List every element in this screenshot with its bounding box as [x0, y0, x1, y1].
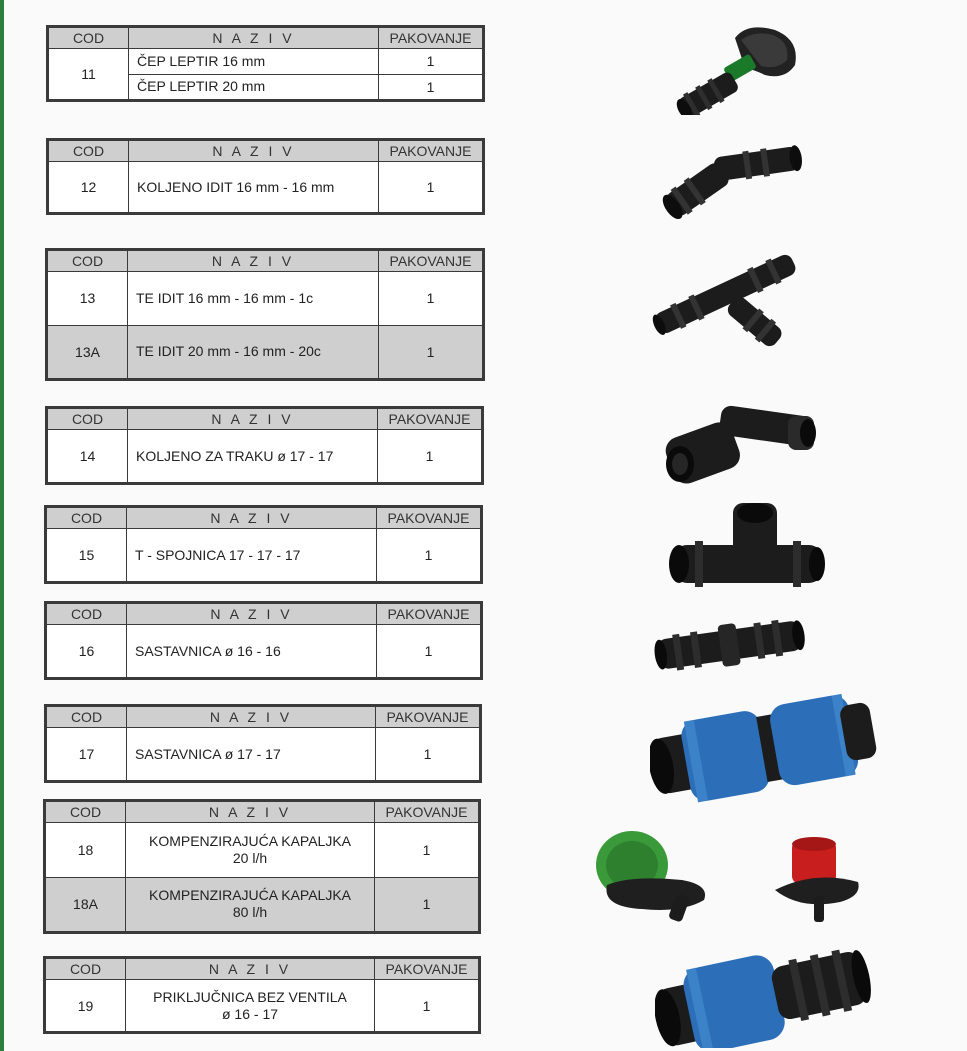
- product-table-16: [44, 601, 483, 680]
- product-pack: 1: [376, 728, 480, 781]
- product-code: 11: [49, 49, 129, 100]
- code-header: COD: [49, 141, 129, 162]
- product-code: 14: [48, 430, 128, 483]
- product-name: TE IDIT 20 mm - 16 mm - 20c: [128, 325, 379, 379]
- product-pack: 1: [378, 430, 482, 483]
- product-code: 15: [47, 529, 127, 582]
- product-pack: 1: [375, 877, 479, 932]
- product-code: 18A: [46, 877, 126, 932]
- product-table-14: [45, 406, 484, 485]
- product-name: ČEP LEPTIR 16 mm: [129, 49, 379, 75]
- product-name-line2: 20 l/h: [232, 849, 268, 866]
- product-name-line2: ø 16 - 17: [221, 1005, 279, 1022]
- product-table-17: [44, 704, 482, 783]
- product-pack: 1: [379, 49, 483, 75]
- product-name: SASTAVNICA ø 17 - 17: [127, 728, 376, 781]
- pack-header: PAKOVANJE: [379, 28, 483, 49]
- product-table-13: [45, 248, 485, 381]
- product-pack: 1: [379, 272, 483, 326]
- product-name-line2: 80 l/h: [232, 904, 268, 921]
- pack-header: PAKOVANJE: [376, 707, 480, 728]
- product-pack: 1: [375, 823, 479, 878]
- pack-header: PAKOVANJE: [379, 251, 483, 272]
- product-code: 17: [47, 728, 127, 781]
- product-name: [126, 980, 375, 1032]
- pack-header: PAKOVANJE: [377, 508, 481, 529]
- name-header: N A Z I V: [128, 409, 378, 430]
- product-pack: 1: [377, 625, 481, 678]
- joiner-17-image: [650, 690, 880, 805]
- name-header: N A Z I V: [126, 959, 375, 980]
- product-name: KOLJENO ZA TRAKU ø 17 - 17: [128, 430, 378, 483]
- elbow-connector-image: [655, 130, 805, 220]
- product-name-line1: KOMPENZIRAJUĆA KAPALJKA: [148, 887, 351, 904]
- name-header: N A Z I V: [127, 707, 376, 728]
- product-code: 18: [46, 823, 126, 878]
- product-name: [126, 877, 375, 932]
- pack-header: PAKOVANJE: [377, 604, 481, 625]
- code-header: COD: [48, 251, 128, 272]
- tape-elbow-image: [660, 398, 820, 490]
- product-name-line1: KOMPENZIRAJUĆA KAPALJKA: [148, 832, 351, 849]
- name-header: N A Z I V: [129, 28, 379, 49]
- adapter-without-valve-image: [655, 940, 875, 1048]
- product-code: 12: [49, 162, 129, 213]
- product-name-line1: PRIKLJUČNICA BEZ VENTILA: [153, 988, 347, 1005]
- code-header: COD: [46, 959, 126, 980]
- product-table-15: [44, 505, 483, 584]
- product-table-12: [46, 138, 485, 215]
- name-header: N A Z I V: [127, 508, 377, 529]
- product-pack: 1: [375, 980, 479, 1032]
- product-name: [126, 823, 375, 878]
- code-header: COD: [47, 508, 127, 529]
- name-header: N A Z I V: [127, 604, 377, 625]
- product-pack: 1: [379, 162, 483, 213]
- product-code: 19: [46, 980, 126, 1032]
- code-header: COD: [48, 409, 128, 430]
- product-code: 13: [48, 272, 128, 326]
- pack-header: PAKOVANJE: [378, 409, 482, 430]
- product-table-19: [43, 956, 481, 1034]
- product-name: SASTAVNICA ø 16 - 16: [127, 625, 377, 678]
- pack-header: PAKOVANJE: [375, 959, 479, 980]
- red-dripper-image: [770, 830, 865, 925]
- name-header: N A Z I V: [128, 251, 379, 272]
- pack-header: PAKOVANJE: [379, 141, 483, 162]
- code-header: COD: [46, 802, 126, 823]
- pack-header: PAKOVANJE: [375, 802, 479, 823]
- product-name: ČEP LEPTIR 20 mm: [129, 74, 379, 100]
- product-code: 13A: [48, 325, 128, 379]
- code-header: COD: [49, 28, 129, 49]
- product-pack: 1: [377, 529, 481, 582]
- code-header: COD: [47, 604, 127, 625]
- product-name: TE IDIT 16 mm - 16 mm - 1c: [128, 272, 379, 326]
- t-coupling-image: [665, 495, 830, 605]
- code-header: COD: [47, 707, 127, 728]
- page-edge-stripe: [0, 0, 4, 1051]
- name-header: N A Z I V: [129, 141, 379, 162]
- product-name: T - SPOJNICA 17 - 17 - 17: [127, 529, 377, 582]
- tee-connector-image: [645, 238, 805, 353]
- product-table-11: [46, 25, 485, 102]
- joiner-16-image: [652, 612, 807, 674]
- product-table-18: [43, 799, 481, 934]
- green-dripper-image: [592, 825, 717, 925]
- butterfly-plug-image: [665, 20, 805, 115]
- product-pack: 1: [379, 325, 483, 379]
- product-code: 16: [47, 625, 127, 678]
- name-header: N A Z I V: [126, 802, 375, 823]
- product-name: KOLJENO IDIT 16 mm - 16 mm: [129, 162, 379, 213]
- product-pack: 1: [379, 74, 483, 100]
